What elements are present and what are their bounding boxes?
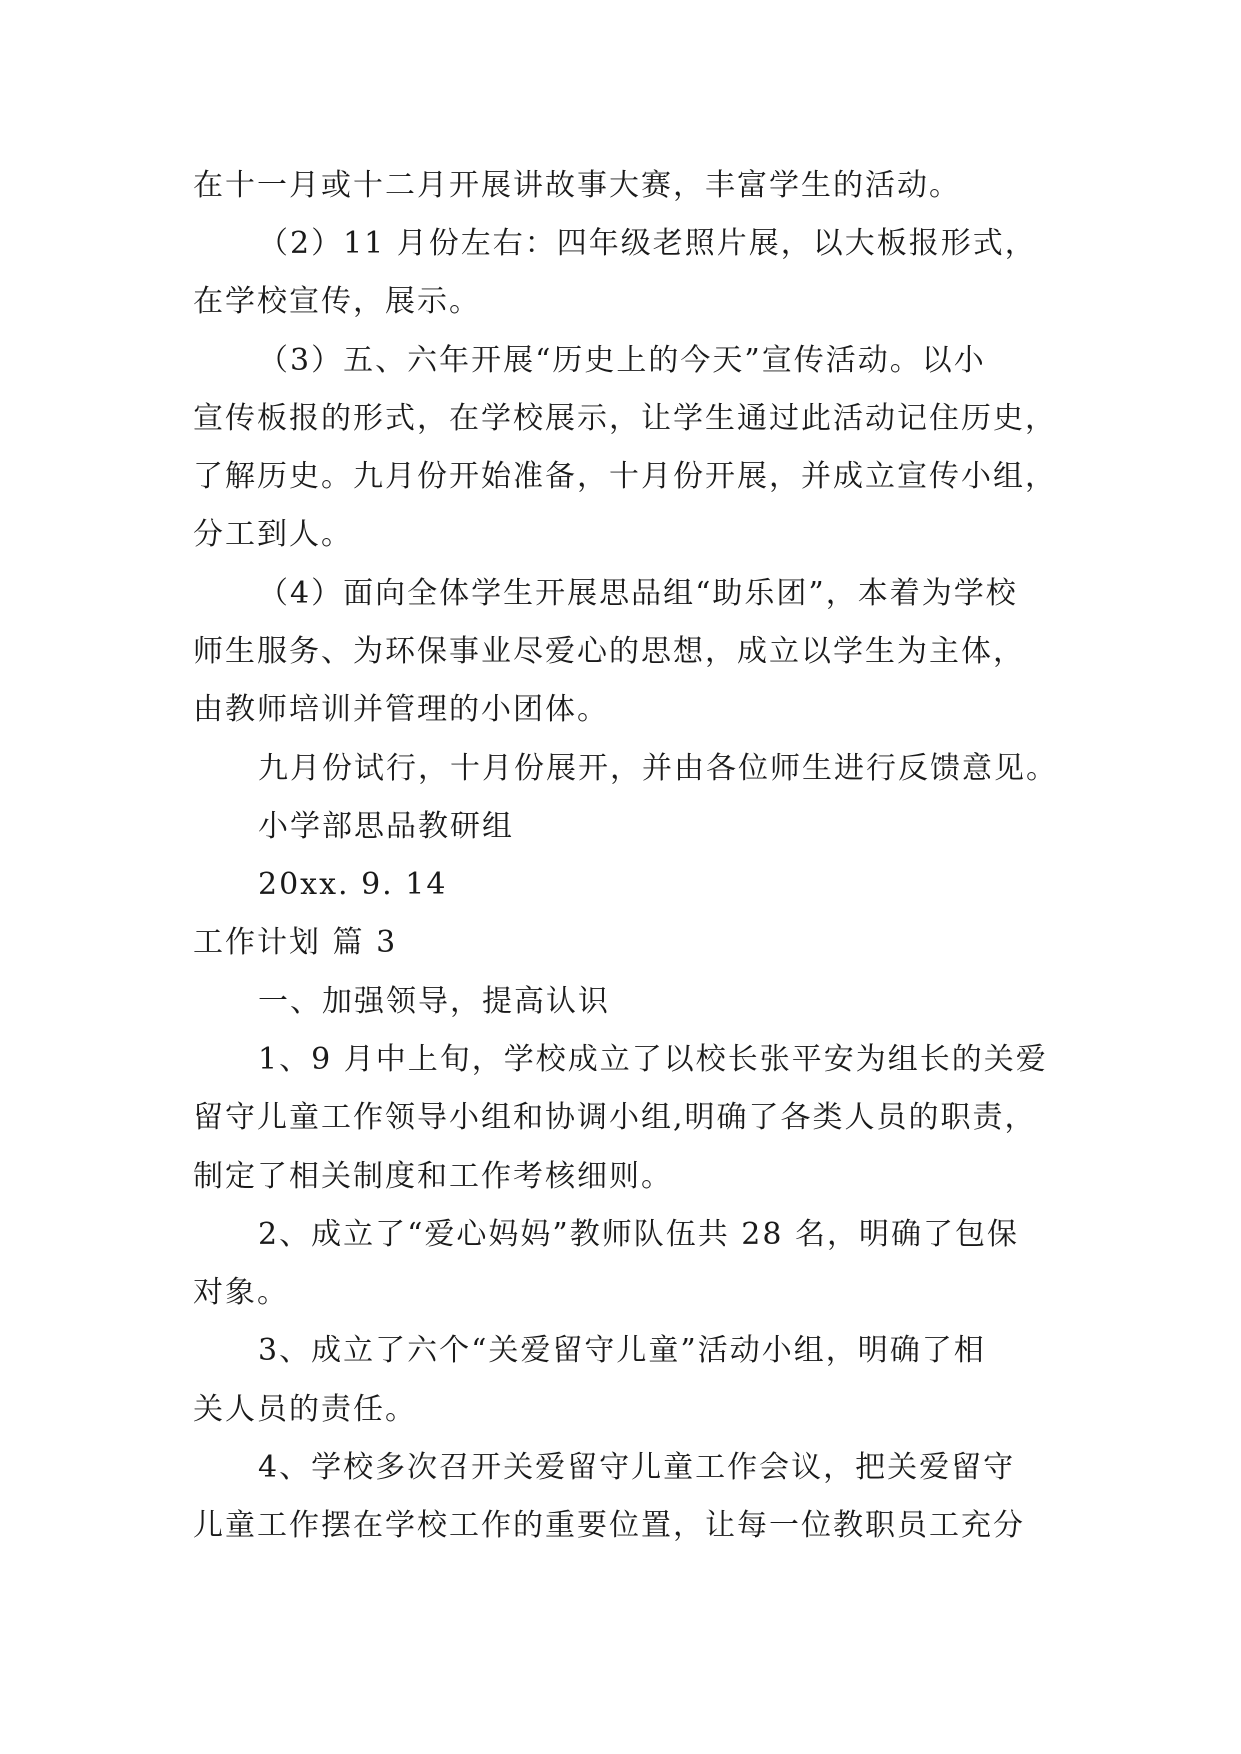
text-line: 留守儿童工作领导小组和协调小组,明确了各类人员的职责， — [193, 1100, 1037, 1135]
text-line: 了解历史。九月份开始准备，十月份开展，并成立宣传小组， — [193, 459, 1057, 494]
text-line: 在十一月或十二月开展讲故事大赛，丰富学生的活动。 — [193, 168, 961, 203]
text-line: 由教师培训并管理的小团体。 — [193, 692, 609, 727]
text-line: （3）五、六年开展“历史上的今天”宣传活动。以小 — [258, 343, 986, 378]
text-line: 制定了相关制度和工作考核细则。 — [193, 1159, 673, 1194]
text-line: 儿童工作摆在学校工作的重要位置，让每一位教职员工充分 — [193, 1508, 1025, 1543]
text-line: （2）11 月份左右：四年级老照片展，以大板报形式， — [258, 226, 1037, 261]
date-line: 20xx. 9. 14 — [258, 867, 448, 902]
section-heading: 工作计划 篇 3 — [193, 925, 398, 960]
text-line: 3、成立了六个“关爱留守儿童”活动小组，明确了相 — [258, 1333, 986, 1368]
text-line: 师生服务、为环保事业尽爱心的思想，成立以学生为主体， — [193, 634, 1025, 669]
text-line: 1、9 月中上旬，学校成立了以校长张平安为组长的关爱 — [258, 1042, 1048, 1077]
text-line: 关人员的责任。 — [193, 1392, 417, 1427]
signature-line: 小学部思品教研组 — [258, 809, 514, 844]
text-line: 九月份试行，十月份展开，并由各位师生进行反馈意见。 — [258, 751, 1058, 786]
text-line: 4、学校多次召开关爱留守儿童工作会议，把关爱留守 — [258, 1450, 1016, 1485]
text-line: 2、成立了“爱心妈妈”教师队伍共 28 名，明确了包保 — [258, 1217, 1020, 1252]
text-line: 对象。 — [193, 1275, 289, 1310]
text-line: （4）面向全体学生开展思品组“助乐团”，本着为学校 — [258, 576, 1018, 611]
text-line: 分工到人。 — [193, 517, 353, 552]
text-line: 在学校宣传，展示。 — [193, 284, 481, 319]
text-line: 宣传板报的形式，在学校展示，让学生通过此活动记住历史， — [193, 401, 1057, 436]
subheading: 一、加强领导，提高认识 — [258, 984, 610, 1019]
